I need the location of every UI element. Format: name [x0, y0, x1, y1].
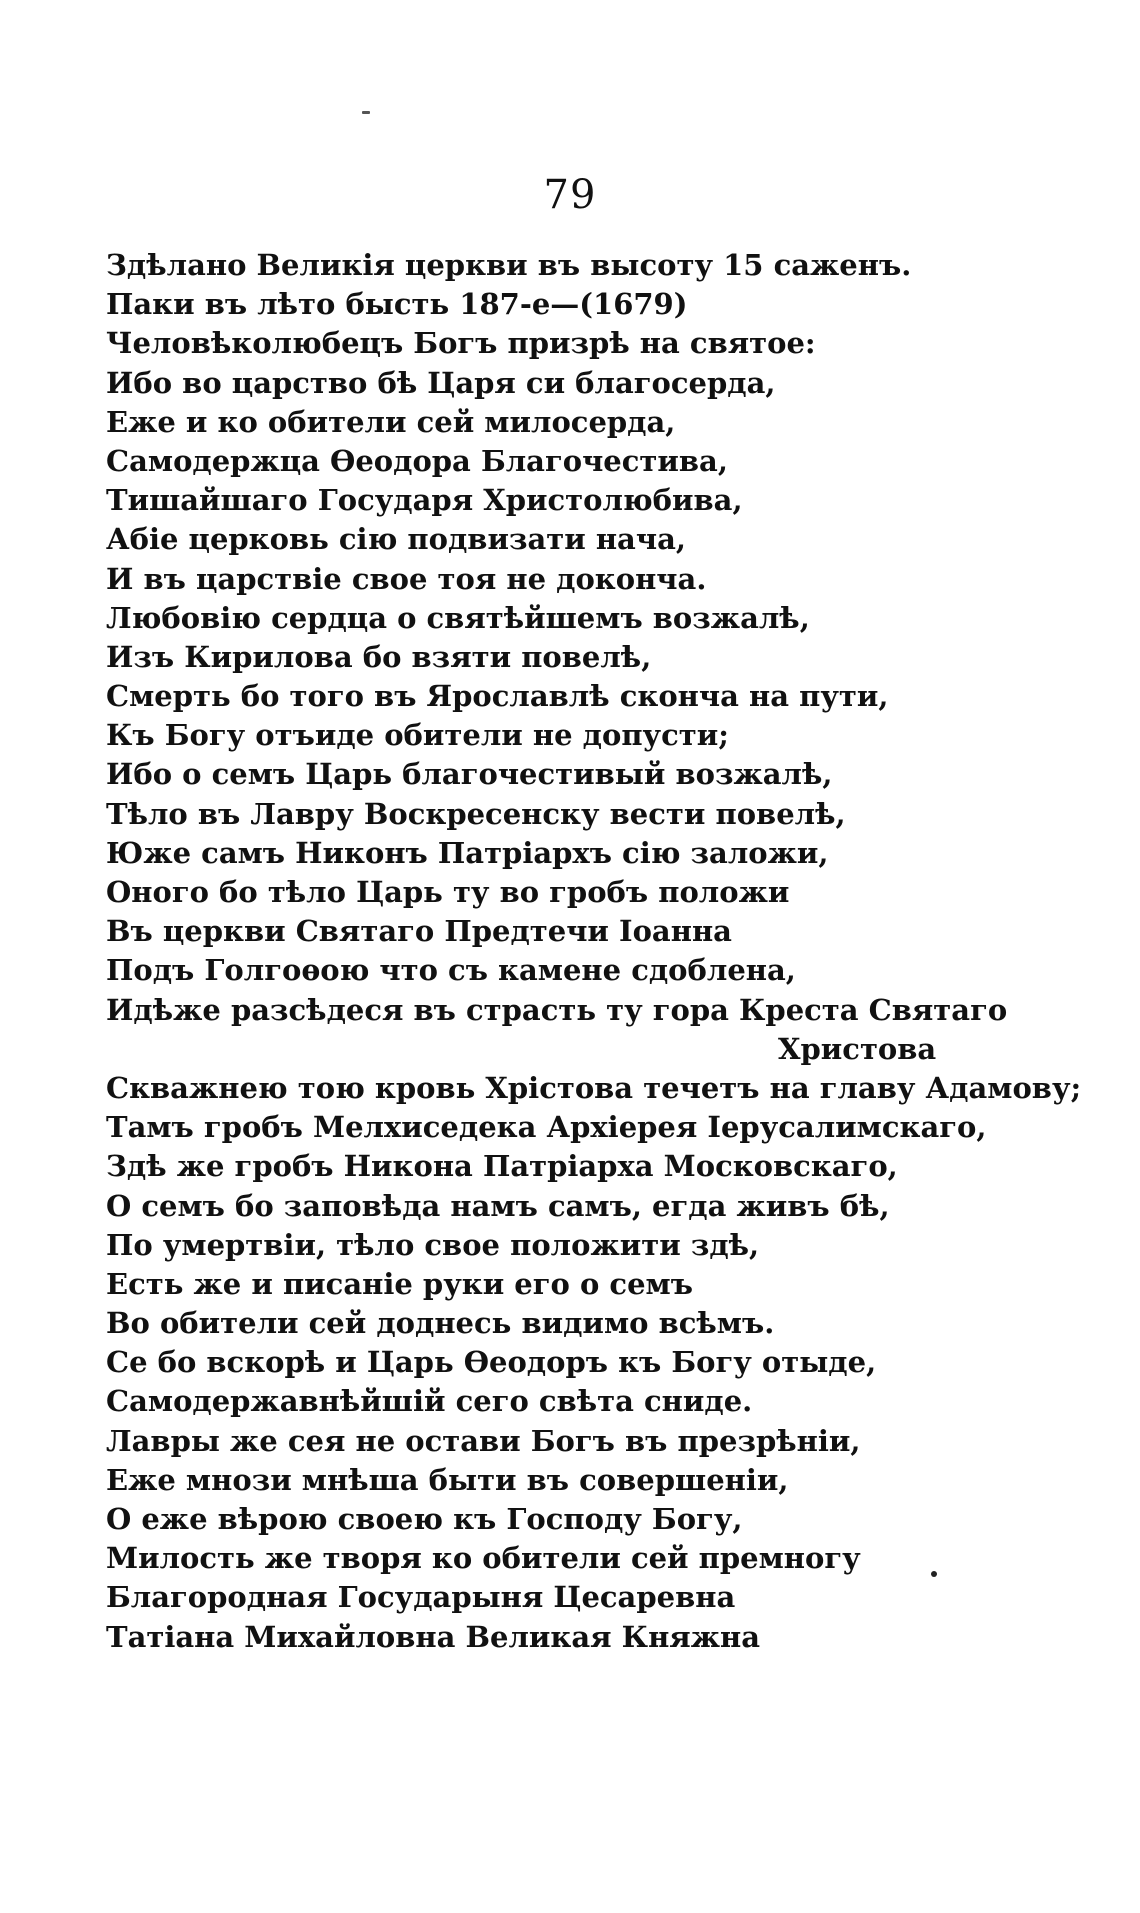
- poem-line: Человѣколюбецъ Богъ призрѣ на святое:: [106, 326, 816, 361]
- poem-line: Абіе церковь сію подвизати нача,: [106, 522, 686, 557]
- poem-line: Здѣлано Великія церкви въ высоту 15 саженъ.: [106, 248, 912, 282]
- poem-line: Любовію сердца о святѣйшемъ возжалѣ,: [106, 600, 810, 635]
- poem-text: [106, 246, 1081, 1657]
- poem-line: По умертвіи, тѣло свое положити здѣ,: [106, 1227, 760, 1262]
- poem-line: Тамъ гробъ Мелхиседека Архіерея Іерусалимскаго,: [106, 1110, 987, 1145]
- poem-line: Скважнею тою кровь Хрістова течетъ на главу Адамову;: [106, 1070, 1082, 1105]
- poem-line: Паки въ лѣто бысть 187-е—(1679): [106, 287, 688, 322]
- poem-line: Здѣ же гробъ Никона Патріарха Московскаго,: [106, 1149, 898, 1184]
- poem-line: Еже и ко обители сей милосерда,: [106, 404, 676, 439]
- poem-line: О семъ бо заповѣда намъ самъ, егда живъ бѣ,: [106, 1188, 890, 1223]
- poem-line: Ибо о семъ Царь благочестивый возжалѣ,: [106, 757, 833, 792]
- poem-line: Оного бо тѣло Царь ту во гробъ положи: [106, 875, 790, 909]
- poem-line: Татіана Михайловна Великая Княжна: [106, 1619, 761, 1654]
- poem-line: Милость же творя ко обители сей премногу: [106, 1541, 861, 1576]
- scan-speck: [362, 111, 370, 114]
- poem-line: Во обители сей доднесь видимо всѣмъ.: [106, 1306, 775, 1341]
- poem-line: Тѣло въ Лавру Воскресенску вести повелѣ,: [106, 796, 846, 831]
- poem-line: Есть же и писаніе руки его о семъ: [106, 1266, 693, 1301]
- poem-line: Самодержца Ѳеодора Благочестива,: [106, 443, 728, 478]
- poem-line: И въ царствіе свое тоя не доконча.: [106, 561, 707, 596]
- poem-line: Се бо вскорѣ и Царь Ѳеодоръ къ Богу отыде,: [106, 1345, 877, 1380]
- poem-line: Къ Богу отъиде обители не допусти;: [106, 718, 729, 753]
- poem-line: Юже самъ Никонъ Патріархъ сію заложи,: [106, 835, 829, 870]
- poem-line: Лавры же сея не остави Богъ въ презрѣніи,: [106, 1423, 861, 1458]
- poem-line-continuation: Христова: [778, 1031, 937, 1066]
- poem-line: Ибо во царство бѣ Царя си благосерда,: [106, 365, 776, 400]
- poem-line: Самодержавнѣйшій сего свѣта сниде.: [106, 1384, 753, 1419]
- page-number: 79: [543, 172, 597, 218]
- poem-line: Въ церкви Святаго Предтечи Іоанна: [106, 914, 732, 949]
- poem-line: Тишайшаго Государя Христолюбива,: [106, 483, 743, 518]
- poem-line: Изъ Кирилова бо взяти повелѣ,: [106, 639, 652, 674]
- poem-line: Идѣже разсѣдеся въ страсть ту гора Креста Святаго: [106, 992, 1008, 1027]
- poem-line: О еже вѣрою своею къ Господу Богу,: [106, 1502, 743, 1536]
- poem-line: Смерть бо того въ Ярославлѣ сконча на пути,: [106, 679, 889, 714]
- scan-speck: [931, 1571, 937, 1577]
- poem-line: Благородная Государыня Цесаревна: [106, 1580, 736, 1615]
- poem-line: Подъ Голгоѳою что съ камене сдоблена,: [106, 953, 796, 988]
- poem-line: Еже мнози мнѣша быти въ совершеніи,: [106, 1462, 789, 1497]
